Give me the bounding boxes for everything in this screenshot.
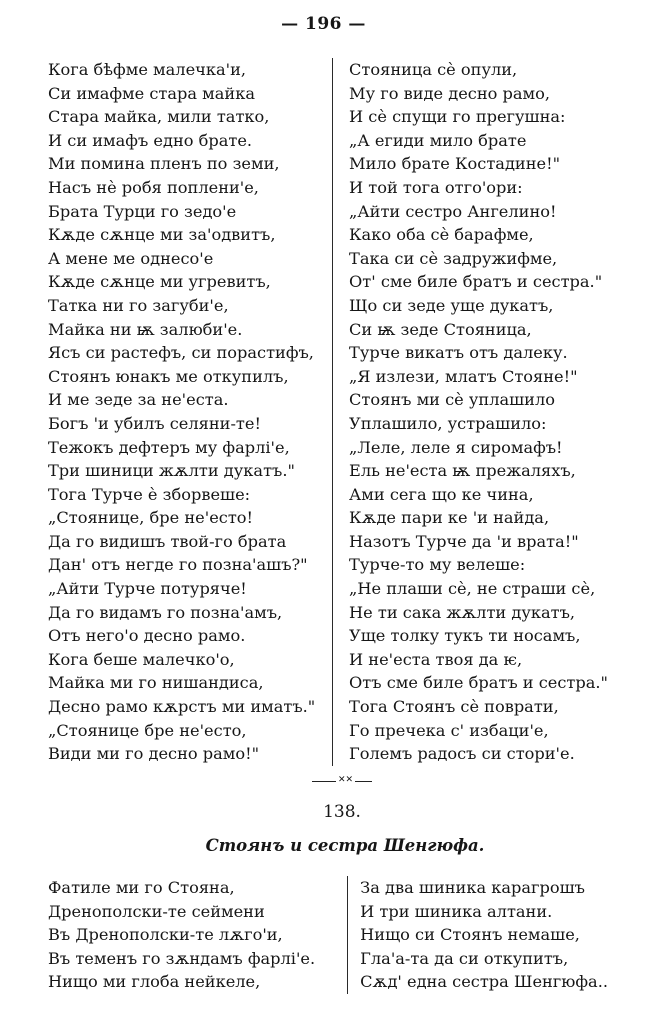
verse-line: „А егиди мило брате [349, 130, 527, 150]
verse-line: Тежокъ дефтеръ му фарлі'е, [48, 437, 290, 457]
verse-line: „Стоянице, бре не'есто! [48, 508, 254, 528]
verse-line: „Не плаши сѐ, не страши сѐ, [349, 579, 596, 599]
poem-right-column [332, 58, 608, 766]
verse-line: Дренополски-те сеймени [48, 901, 265, 921]
poem-196-stanzas [48, 58, 608, 766]
verse-line: Богъ 'и убилъ селяни-те! [48, 413, 261, 433]
verse-line: Кога беше малечко'о, [48, 649, 235, 669]
verse-line: Ами сега що ке чина, [349, 484, 534, 504]
verse-line: Да го видамъ го позна'амъ, [48, 602, 283, 622]
verse-line: Майка ми го нишандиса, [48, 673, 264, 693]
verse-line: Три шиници жѫлти дукатъ." [48, 461, 295, 481]
divider-ornament-icon: ✕✕ [338, 775, 354, 785]
verse-line: Отъ него'о десно рамо. [48, 626, 246, 646]
verse-line: Стара майка, мили татко, [48, 107, 270, 127]
verse-line: Десно рамо кѫрстъ ми иматъ." [48, 697, 316, 717]
verse-line: Нищо си Стоянъ немаше, [360, 925, 580, 945]
verse-line: Да го видишъ твой-го брата [48, 531, 287, 551]
verse-line: Татка ни го загуби'е, [48, 295, 229, 315]
verse-line: Не ти сака жѫлти дукатъ, [349, 602, 576, 622]
verse-line: „Я излези, млатъ Стояне!" [349, 366, 578, 386]
page-number: — 196 — [281, 14, 366, 34]
verse-line: Ми помина пленъ по земи, [48, 154, 280, 174]
verse-line: Тога Турче ѐ зборвеше: [48, 484, 251, 504]
verse-line: „Стоянице бре не'есто, [48, 720, 247, 740]
verse-line: За два шиника карагрошъ [360, 878, 585, 897]
verse-line: Големъ радосъ си стори'е. [349, 744, 575, 764]
verse-line: А мене ме однесо'е [48, 248, 214, 268]
section-divider [312, 775, 372, 786]
verse-line: Стоянъ юнакъ ме откупилъ, [48, 366, 289, 386]
verse-line: Така си сѐ задружифме, [349, 248, 558, 268]
verse-line: Мило брате Костадине!" [349, 154, 561, 174]
verse-line: Види ми го десно рамо!" [48, 744, 260, 764]
verse-line: Ясъ си растефъ, си порастифъ, [48, 343, 314, 363]
verse-line: Гла'а-та да си откупитъ, [360, 948, 569, 968]
poem-left-column [48, 876, 347, 994]
verse-line: Уплашило, устрашило: [349, 413, 547, 433]
verse-line: Кѫде сѫнце ми угревитъ, [48, 272, 271, 292]
verse-line: Дан' отъ негде го позна'ашъ?" [48, 555, 308, 575]
poem-right-column [347, 876, 608, 994]
verse-line: Кога бѣфме малечка'и, [48, 60, 247, 79]
verse-line: Стоянъ ми сѐ уплашило [349, 390, 555, 410]
verse-line: Насъ нѐ робя поплени'е, [48, 177, 259, 197]
verse-line: Що си зеде уще дукатъ, [349, 295, 554, 315]
verse-line: Въ Дренополски-те лѫго'и, [48, 925, 283, 945]
verse-line: Нищо ми глоба нейкеле, [48, 972, 261, 992]
verse-line: И ме зеде за не'еста. [48, 390, 229, 410]
verse-line: Брата Турци го зедо'е [48, 201, 237, 221]
verse-line: „Айти Турче потуряче! [48, 579, 247, 599]
verse-line: Кѫде сѫнце ми за'одвитъ, [48, 225, 276, 245]
verse-line: И той тога отго'ори: [349, 177, 523, 197]
poem-138-stanzas [48, 876, 608, 994]
verse-line: От' сме биле братъ и сестра." [349, 272, 603, 292]
verse-line: Тога Стоянъ сѐ поврати, [349, 697, 559, 717]
verse-line: Ель не'еста ѭ прежаляхъ, [349, 461, 576, 481]
verse-line: Му го виде десно рамо, [349, 83, 551, 103]
poem-left-column [48, 58, 326, 766]
verse-line: Стояница сѐ опули, [349, 60, 518, 79]
verse-line: И си имафъ едно брате. [48, 130, 253, 150]
poem-number: 138. [323, 802, 361, 822]
verse-line: Фатиле ми го Стояна, [48, 878, 235, 897]
verse-line: Въ теменъ го зѫндамъ фарлі'е. [48, 948, 316, 968]
verse-line: Турче-то му велеше: [349, 555, 526, 575]
verse-line: Како оба сѐ барафме, [349, 225, 534, 245]
verse-line: И три шиника алтани. [360, 901, 553, 921]
verse-line: Уще толку тукъ ти носамъ, [349, 626, 581, 646]
verse-line: Го пречека с' избаци'е, [349, 720, 549, 740]
verse-line: Отъ сме биле братъ и сестра." [349, 673, 608, 693]
poem-title: Стоянъ и сестра Шенгюфа. [205, 836, 485, 855]
verse-line: Сѫд' една сестра Шенгюфа.. [360, 972, 608, 992]
verse-line: Кѫде пари ке 'и найда, [349, 508, 550, 528]
verse-line: Майка ни ѭ залюби'е. [48, 319, 243, 339]
verse-line: Си ѭ зеде Стояница, [349, 319, 532, 339]
verse-line: Назотъ Турче да 'и врата!" [349, 531, 579, 551]
verse-line: И сѐ спущи го прегушна: [349, 107, 566, 127]
verse-line: Си имафме стара майка [48, 83, 255, 103]
verse-line: „Айти сестро Ангелино! [349, 201, 557, 221]
verse-line: „Леле, леле я сиромафъ! [349, 437, 563, 457]
verse-line: И не'еста твоя да ѥ, [349, 649, 523, 669]
verse-line: Турче викатъ отъ далеку. [349, 343, 568, 363]
